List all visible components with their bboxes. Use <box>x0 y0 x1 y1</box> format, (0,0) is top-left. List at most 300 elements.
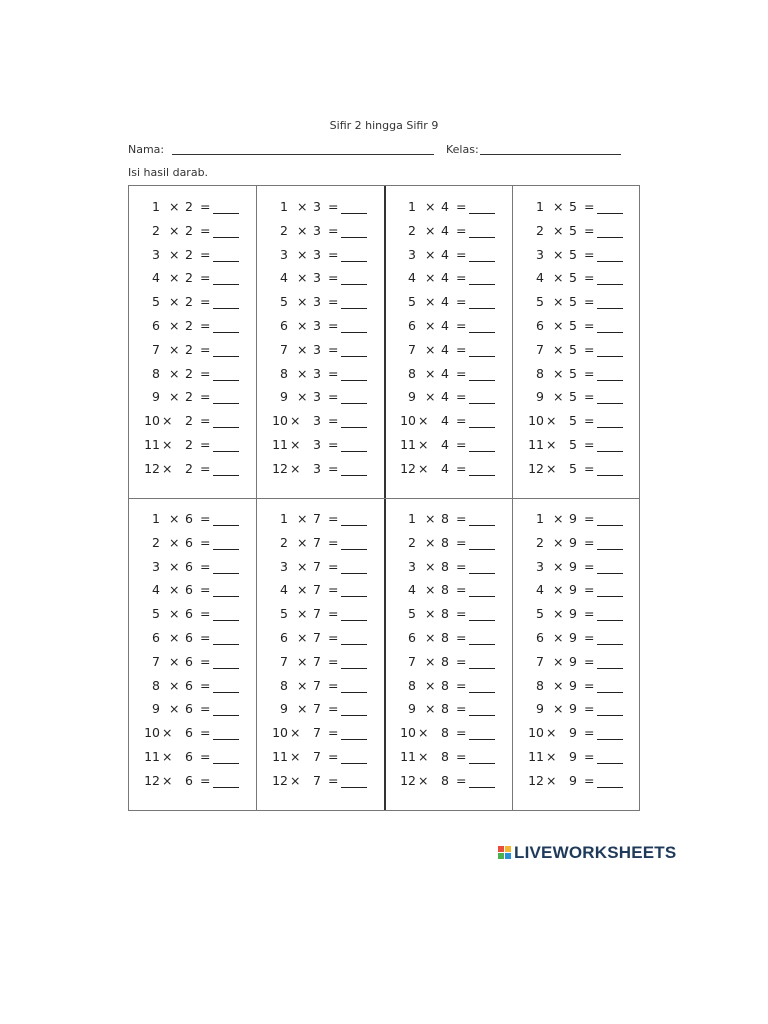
equals-sign: = <box>456 558 467 574</box>
equals-sign: = <box>584 246 595 262</box>
equation-row <box>513 221 641 241</box>
equation-row <box>257 364 385 384</box>
answer-blank[interactable] <box>469 525 495 526</box>
answer-blank[interactable] <box>341 284 367 285</box>
times-sign: × <box>553 389 564 405</box>
answer-blank[interactable] <box>469 763 495 764</box>
equals-sign: = <box>584 725 595 741</box>
answer-blank[interactable] <box>469 475 495 476</box>
table-number: 2 <box>185 270 193 286</box>
multiplier: 9 <box>152 701 160 717</box>
table-number: 5 <box>569 246 577 262</box>
answer-blank[interactable] <box>469 427 495 428</box>
answer-blank[interactable] <box>213 692 239 693</box>
equals-sign: = <box>456 749 467 764</box>
times-sign: × <box>425 630 436 645</box>
times-sign: × <box>553 246 564 262</box>
times-sign: × <box>169 341 180 357</box>
answer-blank[interactable] <box>597 427 623 428</box>
answer-blank[interactable] <box>213 356 239 357</box>
times-sign: × <box>297 389 308 405</box>
equation-row <box>513 435 641 455</box>
table-number: 7 <box>313 725 321 741</box>
table-number: 8 <box>441 749 449 764</box>
times-sign: × <box>162 437 173 452</box>
answer-blank[interactable] <box>597 715 623 716</box>
table-number: 6 <box>185 606 193 622</box>
equals-sign: = <box>456 365 467 381</box>
times-sign: × <box>169 653 180 669</box>
multiplier: 8 <box>280 365 288 381</box>
answer-blank[interactable] <box>341 787 367 788</box>
equals-sign: = <box>584 511 595 526</box>
equals-sign: = <box>456 294 467 310</box>
times-sign: × <box>297 199 308 214</box>
multiplier: 1 <box>408 511 416 526</box>
answer-blank[interactable] <box>597 308 623 309</box>
answer-blank[interactable] <box>213 715 239 716</box>
times-sign: × <box>553 511 564 526</box>
multiplier: 12 <box>528 460 544 476</box>
answer-blank[interactable] <box>597 668 623 669</box>
times-sign: × <box>553 318 564 333</box>
equation-row <box>385 268 513 288</box>
times-sign: × <box>546 437 557 452</box>
table-number: 3 <box>313 389 321 405</box>
answer-blank[interactable] <box>597 332 623 333</box>
answer-blank[interactable] <box>341 525 367 526</box>
times-sign: × <box>553 582 564 598</box>
equals-sign: = <box>456 199 467 214</box>
times-sign: × <box>169 534 180 550</box>
multiplier: 10 <box>272 725 288 741</box>
answer-blank[interactable] <box>213 596 239 597</box>
multiplier: 7 <box>536 653 544 669</box>
answer-blank[interactable] <box>213 739 239 740</box>
answer-blank[interactable] <box>341 451 367 452</box>
equation-row <box>129 316 257 336</box>
answer-blank[interactable] <box>597 237 623 238</box>
answer-blank[interactable] <box>341 573 367 574</box>
equation-row <box>129 364 257 384</box>
name-label: Nama: <box>128 143 165 156</box>
table-number: 2 <box>185 341 193 357</box>
answer-blank[interactable] <box>213 261 239 262</box>
equation-row <box>257 268 385 288</box>
answer-blank[interactable] <box>597 573 623 574</box>
times-sign: × <box>169 246 180 262</box>
answer-blank[interactable] <box>469 356 495 357</box>
equation-row <box>513 245 641 265</box>
times-sign: × <box>297 341 308 357</box>
answer-blank[interactable] <box>213 451 239 452</box>
multiplier: 6 <box>280 630 288 645</box>
multiplier: 5 <box>280 294 288 310</box>
times-sign: × <box>162 725 173 741</box>
table-number: 2 <box>185 389 193 405</box>
table-number: 6 <box>185 677 193 693</box>
table-number: 7 <box>313 749 321 764</box>
table-number: 5 <box>569 270 577 286</box>
equation-row <box>385 580 513 600</box>
times-sign: × <box>553 606 564 622</box>
times-sign: × <box>425 222 436 238</box>
equation-row <box>257 509 385 529</box>
multiplier: 3 <box>280 558 288 574</box>
equation-row <box>257 221 385 241</box>
table-number: 4 <box>441 222 449 238</box>
multiplier: 6 <box>152 630 160 645</box>
times-sign: × <box>169 365 180 381</box>
table-number: 4 <box>441 246 449 262</box>
equals-sign: = <box>456 677 467 693</box>
equation-row <box>257 699 385 719</box>
answer-blank[interactable] <box>341 427 367 428</box>
answer-blank[interactable] <box>341 763 367 764</box>
table-number: 3 <box>313 341 321 357</box>
answer-blank[interactable] <box>213 620 239 621</box>
equation-row <box>513 340 641 360</box>
multiplier: 2 <box>408 534 416 550</box>
multiplier: 12 <box>400 772 416 788</box>
equation-row <box>513 557 641 577</box>
equation-row <box>257 557 385 577</box>
answer-blank[interactable] <box>597 787 623 788</box>
table-number: 3 <box>313 437 321 452</box>
equals-sign: = <box>328 630 339 645</box>
equation-row <box>385 364 513 384</box>
equation-row <box>257 435 385 455</box>
equals-sign: = <box>200 630 211 645</box>
times-sign: × <box>162 413 173 429</box>
logo-square <box>498 853 504 859</box>
answer-blank[interactable] <box>469 549 495 550</box>
answer-blank[interactable] <box>341 332 367 333</box>
equation-row <box>257 197 385 217</box>
multiplier: 5 <box>408 294 416 310</box>
answer-blank[interactable] <box>469 715 495 716</box>
table-number: 7 <box>313 677 321 693</box>
answer-blank[interactable] <box>597 213 623 214</box>
equals-sign: = <box>584 270 595 286</box>
table-number: 5 <box>569 389 577 405</box>
answer-blank[interactable] <box>213 525 239 526</box>
multiplier: 9 <box>536 389 544 405</box>
answer-blank[interactable] <box>469 668 495 669</box>
answer-blank[interactable] <box>213 668 239 669</box>
answer-blank[interactable] <box>469 308 495 309</box>
multiplier: 8 <box>152 677 160 693</box>
answer-blank[interactable] <box>469 237 495 238</box>
answer-blank[interactable] <box>213 380 239 381</box>
class-field[interactable] <box>480 154 621 155</box>
times-sign: × <box>553 294 564 310</box>
answer-blank[interactable] <box>341 475 367 476</box>
answer-blank[interactable] <box>597 475 623 476</box>
multiplier: 2 <box>408 222 416 238</box>
equals-sign: = <box>328 677 339 693</box>
multiplier: 3 <box>280 246 288 262</box>
multiplier: 9 <box>280 389 288 405</box>
multiplier: 12 <box>400 460 416 476</box>
equals-sign: = <box>200 222 211 238</box>
answer-blank[interactable] <box>597 763 623 764</box>
equation-row <box>385 604 513 624</box>
equals-sign: = <box>200 199 211 214</box>
answer-blank[interactable] <box>341 596 367 597</box>
answer-blank[interactable] <box>469 403 495 404</box>
equation-row <box>257 771 385 791</box>
multiplier: 3 <box>408 246 416 262</box>
table-number: 6 <box>185 534 193 550</box>
equation-row <box>385 652 513 672</box>
answer-blank[interactable] <box>213 427 239 428</box>
equation-row <box>513 628 641 648</box>
answer-blank[interactable] <box>469 644 495 645</box>
equals-sign: = <box>584 318 595 333</box>
equation-row <box>257 387 385 407</box>
multiplier: 11 <box>400 749 416 764</box>
answer-blank[interactable] <box>213 787 239 788</box>
table-number: 2 <box>185 460 193 476</box>
answer-blank[interactable] <box>341 620 367 621</box>
logo-square <box>498 846 504 852</box>
times-sign: × <box>425 389 436 405</box>
equals-sign: = <box>328 222 339 238</box>
answer-blank[interactable] <box>469 213 495 214</box>
name-field[interactable] <box>172 154 434 155</box>
times-sign: × <box>425 534 436 550</box>
answer-blank[interactable] <box>213 549 239 550</box>
multiplier: 7 <box>152 653 160 669</box>
times-sign: × <box>553 341 564 357</box>
table-number: 2 <box>185 318 193 333</box>
times-sign: × <box>169 701 180 717</box>
answer-blank[interactable] <box>213 573 239 574</box>
equals-sign: = <box>456 534 467 550</box>
equation-row <box>385 411 513 431</box>
equals-sign: = <box>200 558 211 574</box>
times-sign: × <box>297 677 308 693</box>
times-sign: × <box>162 749 173 764</box>
multiplier: 2 <box>280 534 288 550</box>
equation-row <box>385 292 513 312</box>
answer-blank[interactable] <box>597 596 623 597</box>
equals-sign: = <box>200 582 211 598</box>
table-number: 4 <box>441 341 449 357</box>
table-number: 5 <box>569 460 577 476</box>
multiplier: 12 <box>144 460 160 476</box>
answer-blank[interactable] <box>341 356 367 357</box>
multiplier: 1 <box>536 199 544 214</box>
multiplier: 11 <box>144 749 160 764</box>
table-number: 2 <box>185 222 193 238</box>
answer-blank[interactable] <box>469 787 495 788</box>
answer-blank[interactable] <box>341 692 367 693</box>
equals-sign: = <box>200 460 211 476</box>
equals-sign: = <box>200 413 211 429</box>
equals-sign: = <box>584 534 595 550</box>
answer-blank[interactable] <box>597 692 623 693</box>
answer-blank[interactable] <box>341 308 367 309</box>
equals-sign: = <box>456 413 467 429</box>
multiplier: 3 <box>536 246 544 262</box>
multiplier: 12 <box>528 772 544 788</box>
equation-row <box>385 771 513 791</box>
equals-sign: = <box>200 749 211 764</box>
answer-blank[interactable] <box>597 261 623 262</box>
answer-blank[interactable] <box>341 237 367 238</box>
table-number: 5 <box>569 341 577 357</box>
answer-blank[interactable] <box>213 237 239 238</box>
table-number: 3 <box>313 222 321 238</box>
table-number: 7 <box>313 534 321 550</box>
equation-row <box>513 509 641 529</box>
answer-blank[interactable] <box>469 261 495 262</box>
multiplier: 10 <box>528 725 544 741</box>
table-number: 6 <box>185 772 193 788</box>
table-number: 6 <box>185 653 193 669</box>
answer-blank[interactable] <box>597 380 623 381</box>
answer-blank[interactable] <box>469 573 495 574</box>
student-info-row <box>128 141 623 157</box>
multiplier: 6 <box>280 318 288 333</box>
answer-blank[interactable] <box>213 308 239 309</box>
times-sign: × <box>425 606 436 622</box>
answer-blank[interactable] <box>213 332 239 333</box>
multiplier: 2 <box>152 222 160 238</box>
equals-sign: = <box>200 511 211 526</box>
answer-blank[interactable] <box>341 380 367 381</box>
equals-sign: = <box>584 558 595 574</box>
equals-sign: = <box>584 341 595 357</box>
multiplier: 1 <box>280 511 288 526</box>
equals-sign: = <box>328 653 339 669</box>
answer-blank[interactable] <box>341 213 367 214</box>
answer-blank[interactable] <box>597 284 623 285</box>
times-sign: × <box>425 341 436 357</box>
answer-blank[interactable] <box>341 403 367 404</box>
equation-row <box>257 411 385 431</box>
class-label: Kelas: <box>446 143 479 156</box>
times-sign: × <box>425 318 436 333</box>
answer-blank[interactable] <box>341 668 367 669</box>
answer-blank[interactable] <box>213 475 239 476</box>
answer-blank[interactable] <box>213 284 239 285</box>
answer-blank[interactable] <box>469 620 495 621</box>
equals-sign: = <box>328 582 339 598</box>
times-sign: × <box>162 772 173 788</box>
answer-blank[interactable] <box>213 644 239 645</box>
times-sign: × <box>418 749 429 764</box>
equals-sign: = <box>456 606 467 622</box>
equals-sign: = <box>328 413 339 429</box>
times-sign: × <box>425 294 436 310</box>
table-number: 3 <box>313 199 321 214</box>
table-number: 3 <box>313 460 321 476</box>
equation-row <box>385 245 513 265</box>
equals-sign: = <box>328 318 339 333</box>
answer-blank[interactable] <box>341 261 367 262</box>
answer-blank[interactable] <box>213 403 239 404</box>
answer-blank[interactable] <box>469 332 495 333</box>
equation-row <box>513 771 641 791</box>
equation-row <box>257 652 385 672</box>
table-number: 8 <box>441 701 449 717</box>
equation-row <box>129 723 257 743</box>
times-sign: × <box>425 365 436 381</box>
answer-blank[interactable] <box>597 525 623 526</box>
multiplier: 7 <box>408 341 416 357</box>
multiplier: 2 <box>536 222 544 238</box>
times-sign: × <box>546 772 557 788</box>
multiplier: 8 <box>280 677 288 693</box>
times-sign: × <box>425 582 436 598</box>
multiplier: 4 <box>152 582 160 598</box>
equals-sign: = <box>456 582 467 598</box>
table-number: 5 <box>569 437 577 452</box>
multiplier: 7 <box>152 341 160 357</box>
multiplier: 11 <box>272 749 288 764</box>
answer-blank[interactable] <box>469 451 495 452</box>
equation-row <box>385 676 513 696</box>
answer-blank[interactable] <box>597 549 623 550</box>
answer-blank[interactable] <box>597 451 623 452</box>
answer-blank[interactable] <box>597 620 623 621</box>
equation-row <box>513 292 641 312</box>
answer-blank[interactable] <box>469 739 495 740</box>
equation-row <box>129 221 257 241</box>
times-sign: × <box>297 222 308 238</box>
times-sign: × <box>425 199 436 214</box>
equals-sign: = <box>584 677 595 693</box>
answer-blank[interactable] <box>213 213 239 214</box>
multiplier: 4 <box>536 582 544 598</box>
equals-sign: = <box>328 294 339 310</box>
answer-blank[interactable] <box>597 403 623 404</box>
answer-blank[interactable] <box>341 715 367 716</box>
answer-blank[interactable] <box>341 549 367 550</box>
equation-row <box>129 268 257 288</box>
table-number: 6 <box>185 630 193 645</box>
table-number: 5 <box>569 199 577 214</box>
equals-sign: = <box>328 606 339 622</box>
multiplier: 10 <box>400 725 416 741</box>
multiplier: 8 <box>536 365 544 381</box>
answer-blank[interactable] <box>597 644 623 645</box>
equation-row <box>513 580 641 600</box>
equation-row <box>513 387 641 407</box>
answer-blank[interactable] <box>469 284 495 285</box>
table-number: 9 <box>569 558 577 574</box>
answer-blank[interactable] <box>469 380 495 381</box>
equals-sign: = <box>200 437 211 452</box>
answer-blank[interactable] <box>469 596 495 597</box>
equals-sign: = <box>584 437 595 452</box>
answer-blank[interactable] <box>341 644 367 645</box>
equation-row <box>129 340 257 360</box>
answer-blank[interactable] <box>213 763 239 764</box>
logo-square <box>505 853 511 859</box>
multiplier: 5 <box>152 606 160 622</box>
times-sign: × <box>297 270 308 286</box>
multiplier: 11 <box>272 437 288 452</box>
answer-blank[interactable] <box>469 692 495 693</box>
answer-blank[interactable] <box>341 739 367 740</box>
answer-blank[interactable] <box>597 356 623 357</box>
answer-blank[interactable] <box>597 739 623 740</box>
grid-divider-h <box>129 498 639 499</box>
